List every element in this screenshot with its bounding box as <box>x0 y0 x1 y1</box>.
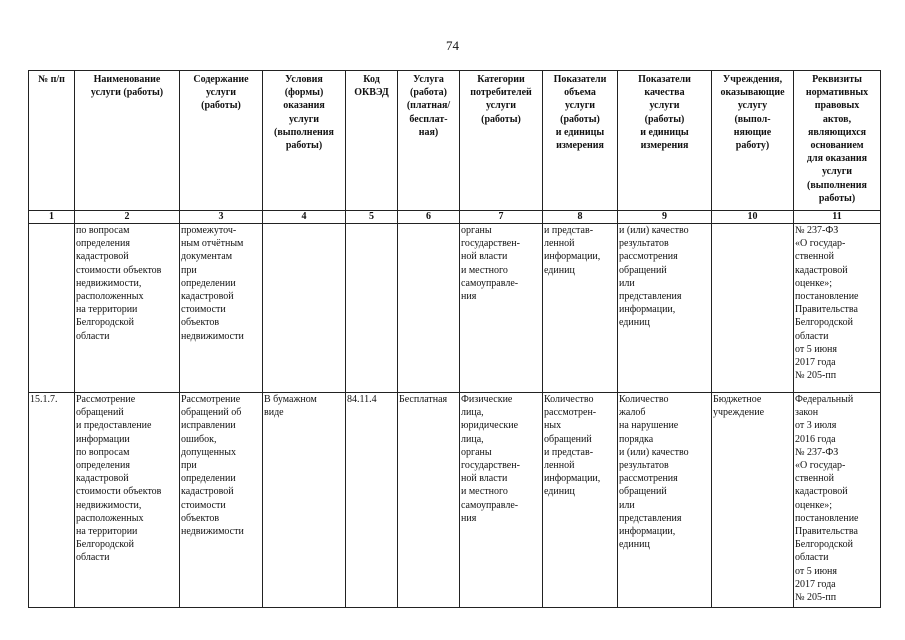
header-cell-service-name: Наименование услуги (работы) <box>75 71 180 211</box>
header-cell-conditions: Условия (формы) оказания услуги (выполнения работы) <box>263 71 346 211</box>
cell-consumers: Физические лица, юридические лица, органы государствен- ной власти и местного самоуправле- ния <box>460 393 543 608</box>
table-row-15-1-7 <box>29 393 881 608</box>
header-cell-paid-free: Услуга (работа) (платная/ бесплат- ная) <box>398 71 460 211</box>
cell-institution: Бюджетное учреждение <box>712 393 794 608</box>
cell-quality-indicators: Количество жалоб на нарушение порядка и (или) качество результатов рассмотрения обращений или представления информации, единиц <box>618 393 712 608</box>
column-number: 2 <box>75 211 180 224</box>
column-number: 4 <box>263 211 346 224</box>
header-cell-service-content: Содержание услуги (работы) <box>180 71 263 211</box>
column-number: 8 <box>543 211 618 224</box>
header-row <box>29 71 881 211</box>
header-cell-number: № п/п <box>29 71 75 211</box>
column-number: 6 <box>398 211 460 224</box>
cell-number <box>29 224 75 393</box>
cell-service-content: промежуточ- ным отчётным документам при определении кадастровой стоимости объектов недвижимости <box>180 224 263 393</box>
column-number: 3 <box>180 211 263 224</box>
cell-service-content: Рассмотрение обращений об исправлении ошибок, допущенных при определении кадастровой стоимости объектов недвижимости <box>180 393 263 608</box>
cell-okved: 84.11.4 <box>346 393 398 608</box>
column-number: 9 <box>618 211 712 224</box>
cell-legal-acts: № 237-ФЗ «О государ- ственной кадастровой оценке»; постановление Правительства Белгородской области от 5 июня 2017 года № 205-пп <box>794 224 881 393</box>
cell-volume-indicators: Количество рассмотрен- ных обращений и представ- ленной информации, единиц <box>543 393 618 608</box>
services-registry-table <box>28 70 881 608</box>
cell-service-name: по вопросам определения кадастровой стоимости объектов недвижимости, расположенных на территории Белгородской области <box>75 224 180 393</box>
page-number: 74 <box>446 38 459 53</box>
cell-quality-indicators: и (или) качество результатов рассмотрения обращений или представления информации, единиц <box>618 224 712 393</box>
column-number: 11 <box>794 211 881 224</box>
column-number: 1 <box>29 211 75 224</box>
cell-paid-free: Бесплатная <box>398 393 460 608</box>
header-cell-quality-indicators: Показатели качества услуги (работы) и единицы измерения <box>618 71 712 211</box>
header-cell-okved: Код ОКВЭД <box>346 71 398 211</box>
column-numbers-row <box>29 211 881 224</box>
header-cell-institutions: Учреждения, оказывающие услугу (выпол- няющие работу) <box>712 71 794 211</box>
cell-conditions <box>263 224 346 393</box>
cell-conditions: В бумажном виде <box>263 393 346 608</box>
column-number: 5 <box>346 211 398 224</box>
table-row-continuation <box>29 224 881 393</box>
cell-number: 15.1.7. <box>29 393 75 608</box>
cell-okved <box>346 224 398 393</box>
header-cell-consumers: Категории потребителей услуги (работы) <box>460 71 543 211</box>
cell-service-name: Рассмотрение обращений и предоставление информации по вопросам определения кадастровой стоимости объектов недвижимости, расположенных на территории Белгородской области <box>75 393 180 608</box>
cell-volume-indicators: и представ- ленной информации, единиц <box>543 224 618 393</box>
column-number: 10 <box>712 211 794 224</box>
cell-consumers: органы государствен- ной власти и местного самоуправле- ния <box>460 224 543 393</box>
cell-legal-acts: Федеральный закон от 3 июля 2016 года № 237-ФЗ «О государ- ственной кадастровой оценке»; постановление Правительства Белгородской области от 5 июня 2017 года № 205-пп <box>794 393 881 608</box>
header-cell-legal-acts: Реквизиты нормативных правовых актов, являющихся основанием для оказания услуги (выполнения работы) <box>794 71 881 211</box>
cell-paid-free <box>398 224 460 393</box>
header-cell-volume-indicators: Показатели объема услуги (работы) и единицы измерения <box>543 71 618 211</box>
column-number: 7 <box>460 211 543 224</box>
cell-institution <box>712 224 794 393</box>
